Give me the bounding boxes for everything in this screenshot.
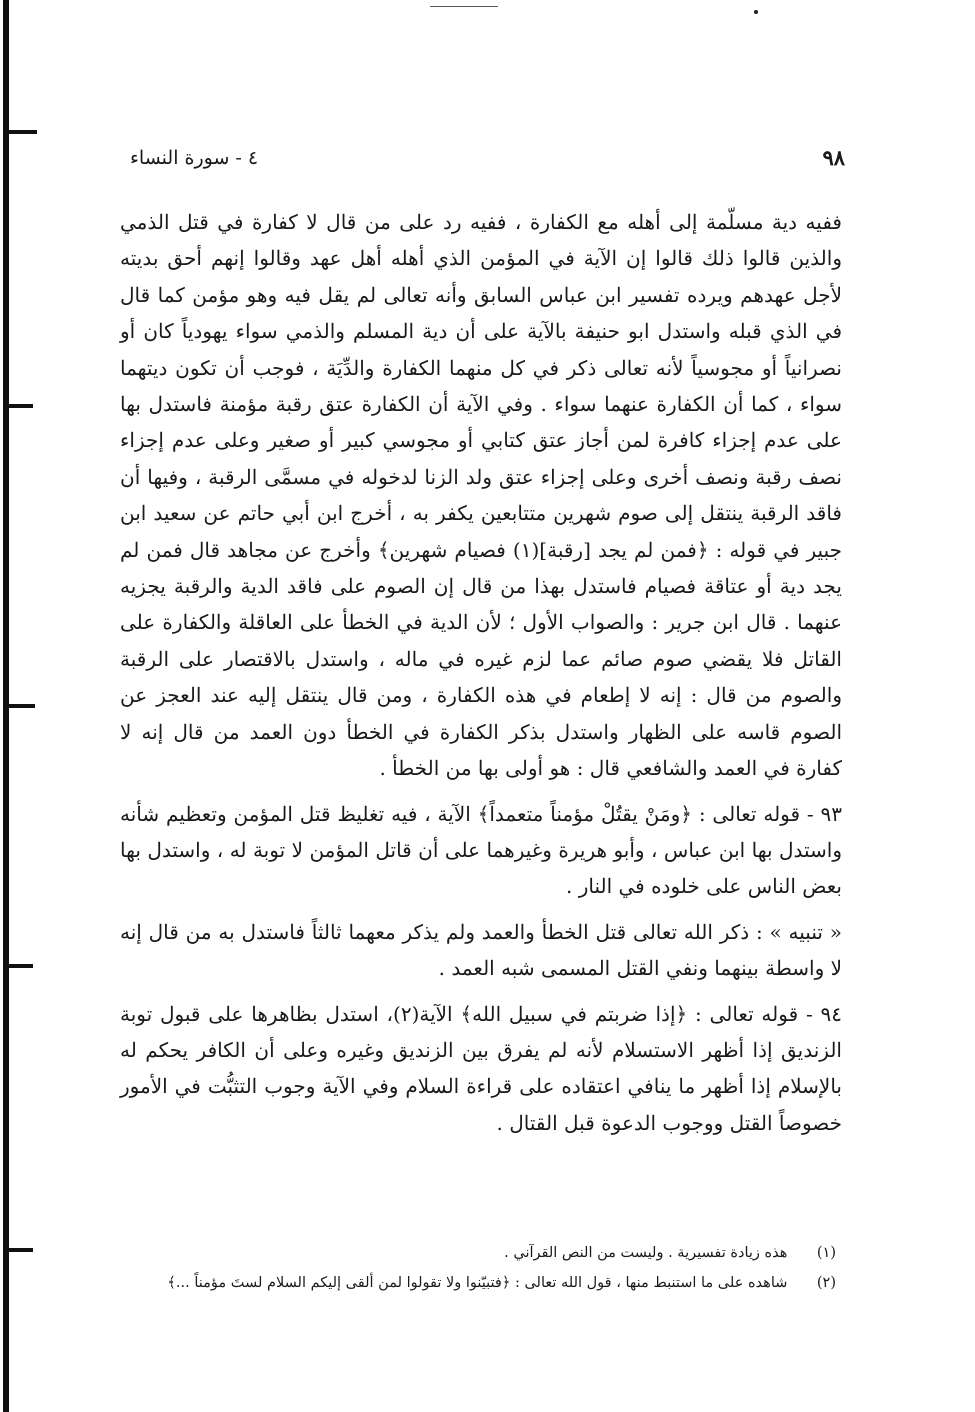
footnote-text: شاهده على ما استنبط منها ، قول الله تعالى : ﴿فتبيّنوا ولا تقولوا لمن ألقى إليكم السلام لستَ مؤمناً ...﴾ bbox=[167, 1275, 788, 1291]
footnote-number: (١) bbox=[816, 1245, 836, 1261]
page-header bbox=[120, 145, 845, 179]
footnote bbox=[120, 1238, 836, 1268]
scan-edge-notch bbox=[3, 704, 35, 708]
paragraph: « تنبيه » : ذكر الله تعالى قتل الخطأ والعمد ولم يذكر معهما ثالثاً فاستدل به من قال إنه لا واسطة بينهما ونفي القتل المسمى شبه العمد . bbox=[120, 919, 842, 981]
paragraph: ٩٤ - قوله تعالى : ﴿إذا ضربتم في سبيل الله﴾ الآية(٢)، استدل بظاهرها على قبول توبة الزنديق إذا أظهر الاستسلام لأنه لم يفرق بين الزنديق وغيره وعلى أن الكافر يحكم له بالإسلام إذا أظهر ما ينافي اعتقاده على قراءة السلام وفي الآية وجوب التثبُّت في الأمور خصوصاً القتل ووجوب الدعوة قبل القتال . bbox=[120, 1001, 842, 1135]
footnote bbox=[120, 1268, 836, 1298]
scan-edge-notch bbox=[3, 404, 33, 408]
scan-edge-notch bbox=[3, 130, 37, 134]
scan-edge-notch bbox=[3, 1248, 33, 1252]
running-title: ٤ - سورة النساء bbox=[130, 147, 259, 169]
paragraph: ٩٣ - قوله تعالى : ﴿ومَنْ يقتُلْ مؤمناً متعمداً﴾ الآية ، فيه تغليظ قتل المؤمن وتعظيم شأنه واستدل بها ابن عباس ، وأبو هريرة وغيرهما على أن قاتل المؤمن لا توبة له ، واستدل بها بعض الناس على خلوده في النار . bbox=[120, 801, 842, 899]
top-rule bbox=[430, 6, 498, 7]
page-number: ٩٨ bbox=[822, 145, 845, 170]
footnote-text: هذه زيادة تفسيرية . وليست من النص القرآني . bbox=[504, 1245, 788, 1261]
footnotes bbox=[120, 1238, 836, 1298]
top-dot bbox=[754, 10, 758, 14]
body-text bbox=[120, 204, 842, 1150]
paragraph: ففيه دية مسلّمة إلى أهله مع الكفارة ، ففيه رد على من قال لا كفارة في قتل الذمي والذين قالوا ذلك قالوا إن الآية في المؤمن الذي أهله أهل عهد وقالوا إنهم أحق بديته لأجل عهدهم ويرده تفسير ابن عباس السابق وأنه تعالى لم يقل فيه وهو مؤمن كما قال في الذي قبله واستدل ابو حنيفة بالآية على أن دية المسلم والذمي سواء يهودياً كان أو نصرانياً أو مجوسياً لأنه تعالى ذكر في كل منهما الكفارة والدِّيَة ، فوجب أن تكون ديتهما سواء ، كما أن الكفارة عنهما سواء . وفي الآية أن الكفارة عتق رقبة مؤمنة فاستدل بها على عدم إجزاء كافرة لمن أجاز عتق كتابي أو مجوسي كبير أو صغير وعلى عدم إجزاء نصف رقبة ونصف أخرى وعلى إجزاء عتق ولد الزنا لدخوله في مسمَّى الرقبة ، وفيها أن فاقد الرقبة ينتقل إلى صوم شهرين متتابعين يكفر به ، أخرج ابن أبي حاتم عن سعيد ابن جبير في قوله : ﴿فمن لم يجد [رقبة](١) فصيام شهرين﴾ وأخرج عن مجاهد قال فمن لم يجد دية أو عتاقة فصيام فاستدل بهذا من قال إن الصوم على فاقد الدية والرقبة يجزيه عنهما . قال ابن جرير : والصواب الأول ؛ لأن الدية في الخطأ على العاقلة والكفارة على القاتل فلا يقضي صوم صائم عما لزم غيره في ماله ، واستدل بالاقتصار على الرقبة والصوم من قال : إنه لا إطعام في هذه الكفارة ، ومن قال ينتقل إليه عند العجز عن الصوم قاسه على الظهار واستدل بذكر الكفارة في الخطأ دون العمد من قال إنه لا كفارة في العمد والشافعي قال : هو أولى بها من الخطأ . bbox=[120, 210, 843, 781]
footnote-number: (٢) bbox=[816, 1275, 836, 1291]
scan-edge-notch bbox=[3, 964, 33, 968]
